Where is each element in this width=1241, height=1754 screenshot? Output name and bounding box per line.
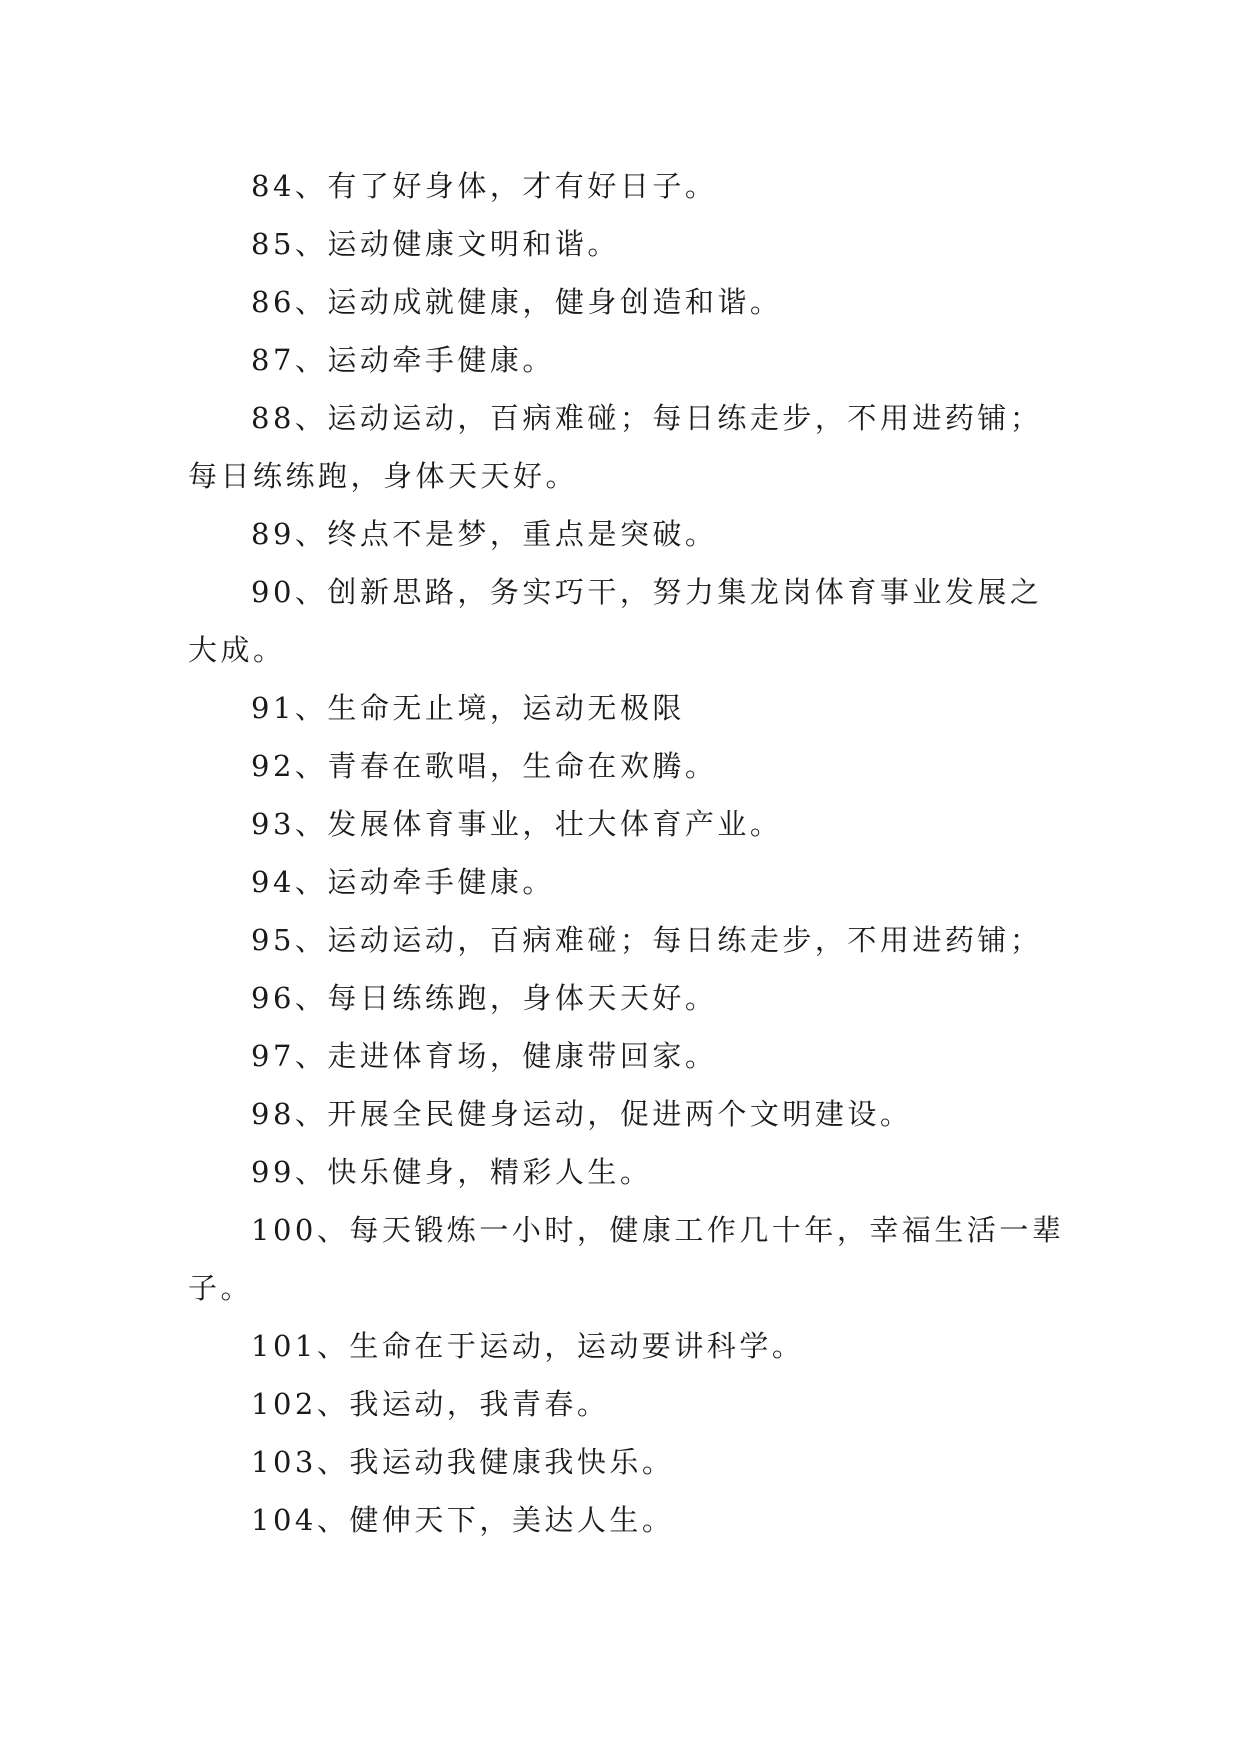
list-item: 97、走进体育场，健康带回家。 [251,1039,718,1073]
list-item: 85、运动健康文明和谐。 [251,227,620,261]
list-item: 89、终点不是梦，重点是突破。 [251,517,718,551]
list-item: 103、我运动我健康我快乐。 [251,1445,675,1479]
list-item: 96、每日练练跑，身体天天好。 [251,981,718,1015]
list-item: 84、有了好身体，才有好日子。 [251,169,718,203]
list-item: 92、青春在歌唱，生命在欢腾。 [251,749,718,783]
list-item: 86、运动成就健康，健身创造和谐。 [251,285,783,319]
slogan-list [188,157,1068,1549]
list-item: 91、生命无止境，运动无极限 [251,691,685,725]
list-item: 95、运动运动，百病难碰；每日练走步，不用进药铺； [251,923,1043,957]
list-item: 98、开展全民健身运动，促进两个文明建设。 [251,1097,913,1131]
list-item: 94、运动牵手健康。 [251,865,555,899]
list-item: 87、运动牵手健康。 [251,343,555,377]
list-item: 93、发展体育事业，壮大体育产业。 [251,807,783,841]
list-item: 90、创新思路，务实巧干，努力集龙岗体育事业发展之大成。 [188,575,1043,667]
list-item: 99、快乐健身，精彩人生。 [251,1155,653,1189]
list-item: 88、运动运动，百病难碰；每日练走步，不用进药铺；每日练练跑，身体天天好。 [188,401,1043,493]
list-item: 101、生命在于运动，运动要讲科学。 [251,1329,805,1363]
list-item: 102、我运动，我青春。 [251,1387,610,1421]
list-item: 100、每天锻炼一小时，健康工作几十年，幸福生活一辈子。 [188,1213,1065,1305]
list-item: 104、健伸天下，美达人生。 [251,1503,675,1537]
